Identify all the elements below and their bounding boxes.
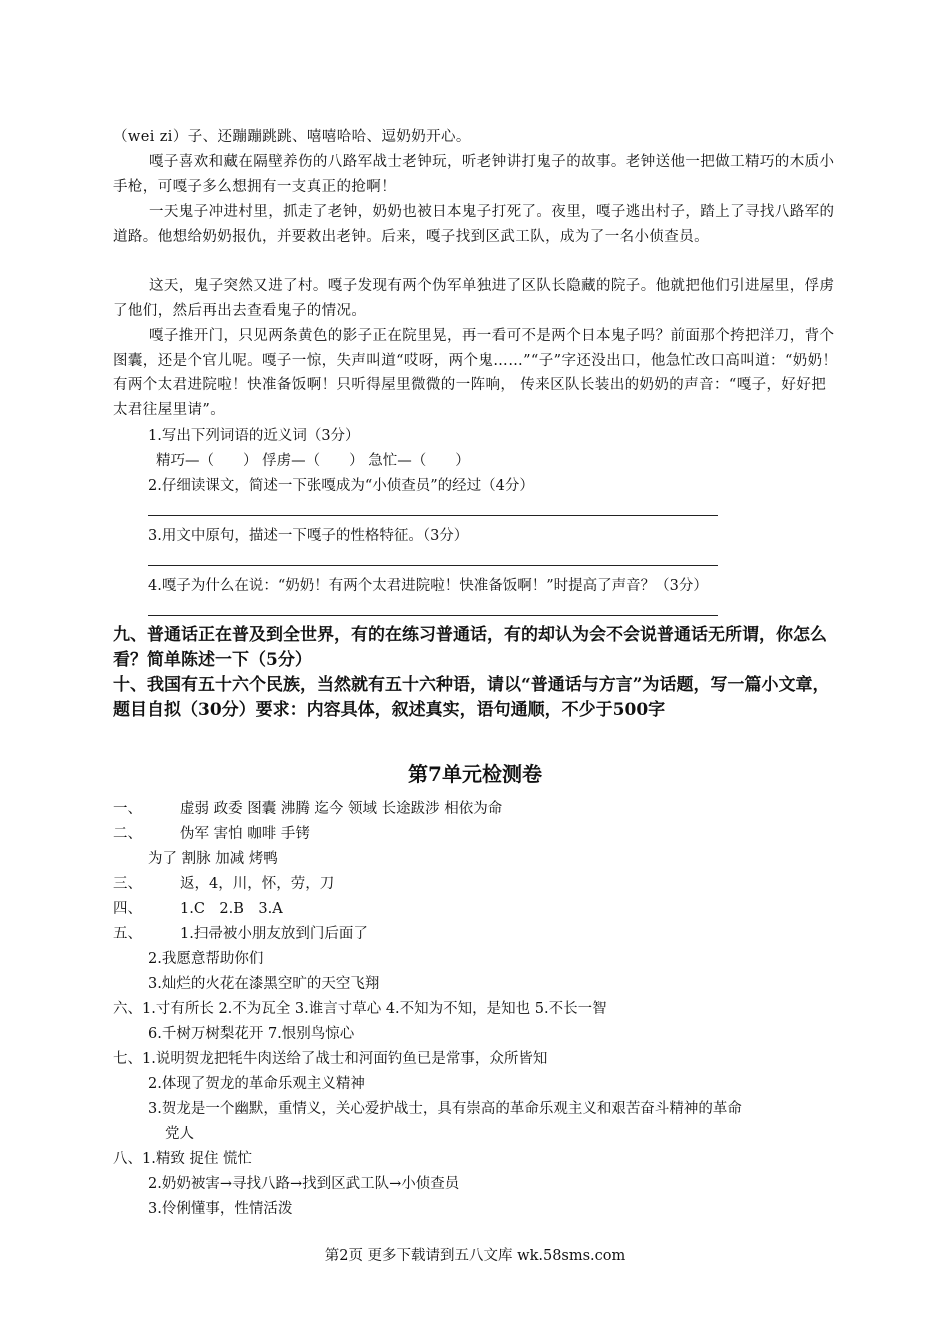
section-9: 九、普通话正在普及到全世界，有的在练习普通话，有的却认为会不会说普通话无所谓，你怎么看？简单陈述一下（5分）	[113, 625, 827, 670]
answer-3-num: 三、	[113, 876, 142, 892]
answer-title: 第7单元检测卷	[408, 762, 542, 786]
answer-7-2: 2.体现了贺龙的革命乐观主义精神	[148, 1076, 365, 1092]
passage-text-1: 嘎子喜欢和藏在隔壁养伤的八路军战士老钟玩，听老钟讲打鬼子的故事。老钟送他一把做工精巧的木质小手枪，可嘎子多么想拥有一支真正的抢啊！	[113, 154, 835, 195]
answer-2b: 为了 割脉 加减 烤鸭	[148, 851, 278, 867]
answer-1: 虚弱 政委 图囊 沸腾 迄今 领域 长途跋涉 相依为命	[180, 801, 503, 817]
answer-8-3: 3.伶俐懂事，性情活泼	[148, 1201, 293, 1217]
question-3: 3.用文中原句，描述一下嘎子的性格特征。（3分）	[148, 528, 469, 544]
passage-text-0: （wei zi）子、还蹦蹦跳跳、嘻嘻哈哈、逗奶奶开心。	[113, 129, 471, 145]
answer-7-1: 七、1.说明贺龙把牦牛肉送给了战士和河面钓鱼已是常事，众所皆知	[113, 1051, 548, 1067]
passage-paragraph-2	[113, 200, 838, 249]
answer-7-3: 3.贺龙是一个幽默，重情义，关心爱护战士，具有崇高的革命乐观主义和艰苦奋斗精神的革命	[148, 1101, 742, 1117]
passage-paragraph-4	[113, 324, 838, 422]
passage-paragraph-1	[113, 150, 838, 199]
section-10: 十、我国有五十六个民族，当然就有五十六种语，请以“普通话与方言”为话题，写一篇小文章，题目自拟（30分）要求：内容具体，叙述真实，语句通顺，不少于500字	[113, 675, 830, 720]
answer-1-num: 一、	[113, 801, 142, 817]
answer-8-1: 八、1.精致 捉住 慌忙	[113, 1151, 253, 1167]
answer-2: 伪军 害怕 咖啡 手铐	[180, 826, 310, 842]
answer-7-3b: 党人	[165, 1126, 194, 1142]
answer-2-num: 二、	[113, 826, 142, 842]
answer-4-num: 四、	[113, 901, 142, 917]
question-1-blanks: 精巧—（ ） 俘虏—（ ） 急忙—（ ）	[156, 453, 470, 469]
passage-paragraph-3	[113, 274, 838, 323]
question-4: 4.嘎子为什么在说：“奶奶！有两个太君进院啦！快准备饭啊！”时提高了声音？（3分）	[148, 578, 708, 594]
passage-text-3: 这天，鬼子突然又进了村。嘎子发现有两个伪军单独进了区队长隐藏的院子。他就把他们引进屋里，俘虏了他们，然后再出去查看鬼子的情况。	[113, 278, 835, 319]
answer-4: 1.C 2.B 3.A	[180, 901, 283, 917]
question-2: 2.仔细读课文，简述一下张嘎成为“小侦查员”的经过（4分）	[148, 478, 534, 494]
answer-5-2: 2.我愿意帮助你们	[148, 951, 264, 967]
question-1: 1.写出下列词语的近义词（3分）	[148, 428, 360, 444]
page-footer: 第2页 更多下载请到五八文库 wk.58sms.com	[324, 1248, 626, 1264]
passage-text-4: 嘎子推开门，只见两条黄色的影子正在院里晃，再一看可不是两个日本鬼子吗？前面那个挎把洋刀，背个图囊，还是个官儿呢。嘎子一惊，失声叫道“哎呀，两个鬼……”“子”字还没出口，他急忙改口高叫道：“奶奶！有两个太君进院啦！快准备饭啊！只听得屋里微微的一阵响， 传来区队长装出的奶奶的声音：“嘎子，好好把太君往屋里请”。	[113, 328, 838, 418]
answer-5-num: 五、	[113, 926, 142, 942]
answer-3: 返，4，川，怀，劳，刀	[180, 876, 335, 892]
answer-6-1: 六、1.寸有所长 2.不为瓦全 3.谁言寸草心 4.不知为不知，是知也 5.不长一智	[113, 1001, 607, 1017]
answer-6-2: 6.千树万树梨花开 7.恨别鸟惊心	[148, 1026, 355, 1042]
answer-5-3: 3.灿烂的火花在漆黑空旷的天空飞翔	[148, 976, 380, 992]
answer-line-2	[148, 515, 718, 516]
answer-line-4	[148, 615, 718, 616]
passage-paragraph-0	[113, 125, 838, 150]
answer-5-1: 1.扫帚被小朋友放到门后面了	[180, 926, 368, 942]
passage-text-2: 一天鬼子冲进村里，抓走了老钟，奶奶也被日本鬼子打死了。夜里，嘎子逃出村子，踏上了寻找八路军的道路。他想给奶奶报仇，并要救出老钟。后来，嘎子找到区武工队，成为了一名小侦查员。	[113, 204, 835, 245]
answer-8-2: 2.奶奶被害→寻找八路→找到区武工队→小侦查员	[148, 1176, 460, 1192]
answer-line-3	[148, 565, 718, 566]
